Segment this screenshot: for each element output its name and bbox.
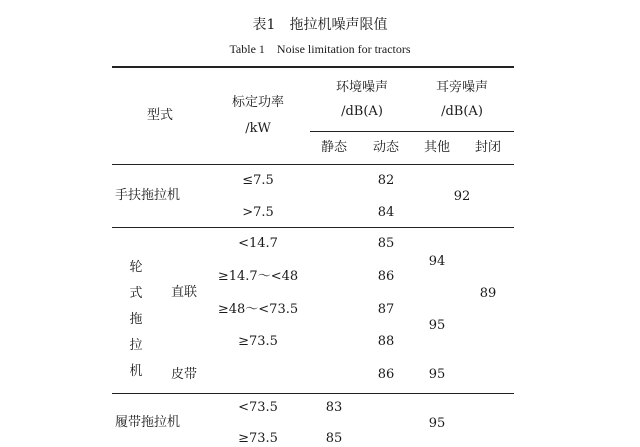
table-caption-cn: 表1 拖拉机噪声限值 — [252, 17, 388, 33]
header-sub-rule — [310, 131, 514, 132]
table-caption-en: Table 1 Noise limitation for tractors — [229, 42, 411, 56]
header-env-noise-unit: /dB(A) — [341, 104, 383, 119]
wheel-ear-other-2: 95 — [428, 318, 446, 333]
crawler-power-1: <73.5 — [238, 400, 278, 415]
hand-tractor-bottom-rule — [112, 227, 514, 228]
wheel-dynamic-2: 86 — [377, 269, 395, 284]
top-rule — [112, 66, 514, 68]
wheel-direct: 直联 — [170, 285, 198, 300]
wheel-tractor-type — [128, 255, 144, 385]
wheel-dynamic-3: 87 — [377, 302, 395, 317]
wheel-dynamic-4: 88 — [377, 334, 395, 349]
wheel-ear-closed: 89 — [479, 286, 497, 301]
wheel-power-1: <14.7 — [238, 236, 278, 251]
header-static: 静态 — [320, 140, 348, 155]
wheel-power-3: ≥48～<73.5 — [217, 302, 299, 317]
header-power: 标定功率 — [231, 95, 285, 110]
header-bottom-rule — [112, 164, 514, 165]
wheel-dynamic-5: 86 — [377, 367, 395, 382]
hand-ear-noise: 92 — [453, 189, 471, 204]
hand-tractor-type: 手扶拖拉机 — [115, 188, 181, 203]
hand-power-2: >7.5 — [242, 205, 274, 220]
wheel-type-char: 拖 — [129, 312, 143, 327]
header-other: 其他 — [423, 140, 451, 155]
wheel-belt: 皮带 — [170, 367, 198, 382]
header-closed: 封闭 — [474, 140, 502, 155]
header-power-unit: /kW — [245, 121, 271, 136]
crawler-tractor-type: 履带拖拉机 — [115, 415, 181, 430]
hand-dynamic-1: 82 — [377, 173, 395, 188]
wheel-ear-other-3: 95 — [428, 367, 446, 382]
crawler-static-1: 83 — [325, 400, 343, 415]
wheel-type-char: 式 — [129, 286, 143, 301]
hand-dynamic-2: 84 — [377, 205, 395, 220]
header-type: 型式 — [146, 108, 174, 123]
wheel-type-char: 轮 — [129, 260, 143, 275]
wheel-type-char: 拉 — [129, 338, 143, 353]
wheel-tractor-bottom-rule — [112, 393, 514, 394]
wheel-ear-other-1: 94 — [428, 254, 446, 269]
wheel-dynamic-1: 85 — [377, 236, 395, 251]
wheel-power-4: ≥73.5 — [238, 334, 278, 349]
crawler-power-2: ≥73.5 — [238, 431, 278, 446]
crawler-static-2: 85 — [325, 431, 343, 446]
header-ear-noise-unit: /dB(A) — [441, 104, 483, 119]
crawler-ear-other: 95 — [428, 416, 446, 431]
header-dynamic: 动态 — [372, 140, 400, 155]
header-ear-noise: 耳旁噪声 — [435, 80, 489, 95]
wheel-type-char: 机 — [129, 364, 143, 379]
hand-power-1: ≤7.5 — [242, 173, 274, 188]
wheel-power-2: ≥14.7～<48 — [217, 269, 299, 284]
header-env-noise: 环境噪声 — [335, 80, 389, 95]
